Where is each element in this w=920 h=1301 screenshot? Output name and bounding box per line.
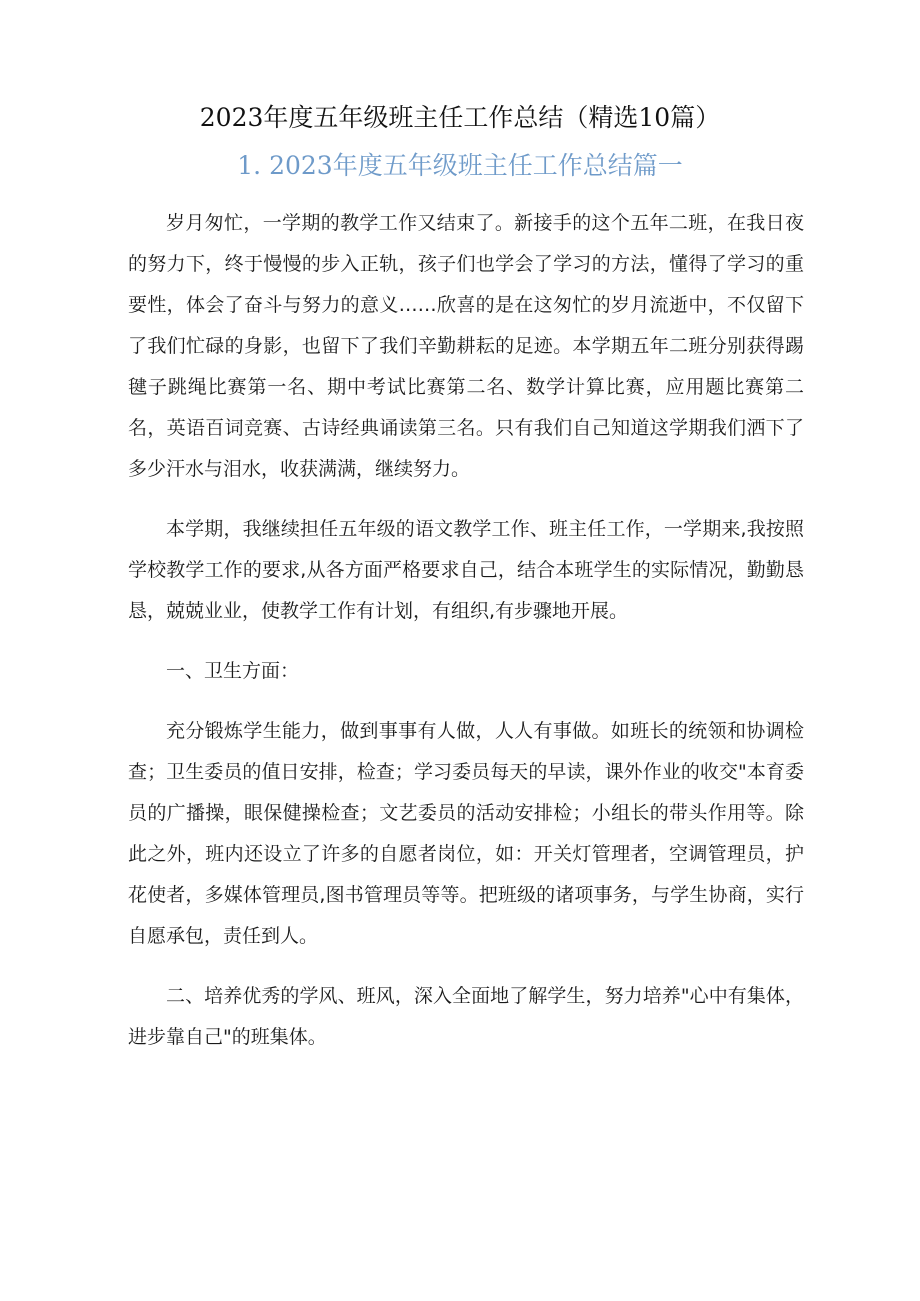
paragraph-hygiene-heading: 一、卫生方面： [166,660,300,682]
paragraph-hygiene: 充分锻炼学生能力，做到事事有人做，人人有事做。如班长的统领和协调检查；卫生委员的值日安排，检查；学习委员每天的早读，课外作业的收交"本育委员的广播操，眼保健操检查；文艺委员的活动安排检；小组长的带头作用等。除此之外，班内还设立了许多的自愿者岗位，如：开关灯管理者，空调管理员，护花使者，多媒体管理员,图书管理员等等。把班级的诸项事务，与学生协商，实行自愿承包，责任到人。 [128,720,804,947]
document-body [128,203,804,1077]
document-title: 2023年度五年级班主任工作总结（精选10篇） [199,103,721,132]
paragraph-class-style: 二、培养优秀的学风、班风，深入全面地了解学生，努力培养"心中有集体，进步靠自己"的班集体。 [128,985,804,1048]
section-heading: 1. 2023年度五年级班主任工作总结篇一 [237,151,683,180]
paragraph-intro: 岁月匆忙，一学期的教学工作又结束了。新接手的这个五年二班，在我日夜的努力下，终于慢慢的步入正轨，孩子们也学会了学习的方法，懂得了学习的重要性，体会了奋斗与努力的意义……欣喜的是在这匆忙的岁月流逝中，不仅留下了我们忙碌的身影，也留下了我们辛勤耕耘的足迹。本学期五年二班分别获得踢毽子跳绳比赛第一名、期中考试比赛第二名、数学计算比赛，应用题比赛第二名，英语百词竞赛、古诗经典诵读第三名。只有我们自己知道这学期我们洒下了多少汗水与泪水，收获满满，继续努力。 [128,212,804,480]
paragraph-semester: 本学期，我继续担任五年级的语文教学工作、班主任工作，一学期来,我按照学校教学工作的要求,从各方面严格要求自己，结合本班学生的实际情况，勤勤恳恳，兢兢业业，使教学工作有计划，有组织,有步骤地开展。 [128,518,804,622]
